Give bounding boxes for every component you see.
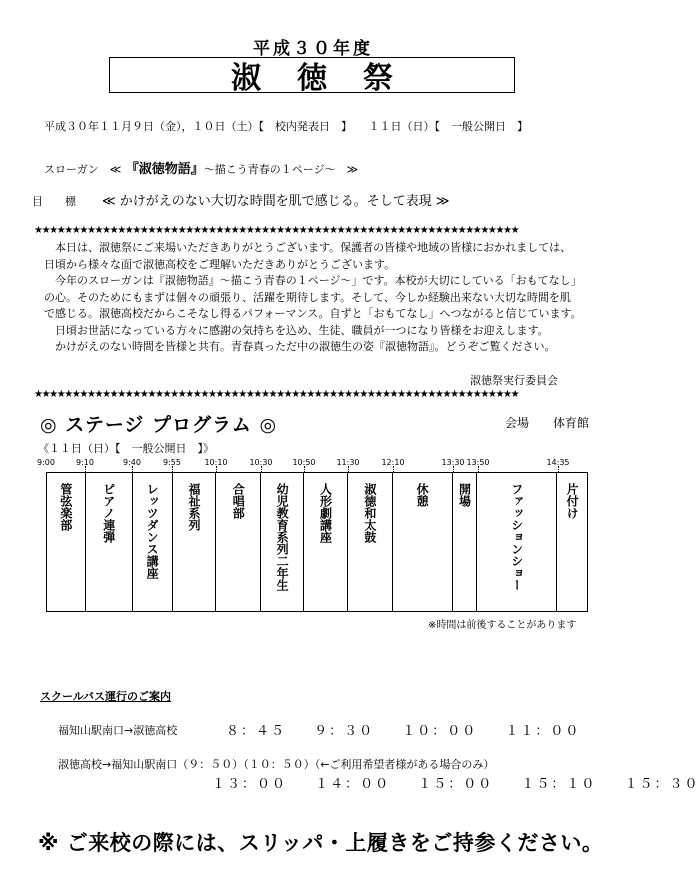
slogan-sub: ～描こう青春の１ページ～ ≫	[203, 163, 359, 176]
goal-line	[32, 190, 449, 209]
festival-title: 淑徳祭	[231, 61, 429, 96]
program-day: 《１１日（日）【 一般公開日 】》	[38, 442, 214, 455]
greeting-message	[44, 240, 604, 356]
goal-text: ≪ かけがえのない大切な時間を肌で感じる。そして表現 ≫	[102, 194, 450, 209]
event-dates: 平成３０年１１月９日（金），１０日（土）【 校内発表日 】 １１日（日）【 一般公開日 】	[44, 120, 528, 133]
schedule-cell	[86, 473, 133, 611]
schedule-cell	[348, 473, 393, 611]
greeting-line: 日頃から様々な面で淑徳高校をご理解いただきありがとうございます。	[44, 257, 396, 271]
event-name: 幼児教育系列二年生	[275, 483, 290, 591]
slogan-line	[44, 158, 358, 177]
bus-route-outbound: 福知山駅南口→淑徳高校	[58, 724, 178, 737]
goal-label: 目 標	[32, 195, 76, 208]
event-name: レッツダンス講座	[145, 483, 160, 579]
stage-schedule-table	[46, 472, 588, 612]
school-bus-heading: スクールバス運行のご案内	[40, 690, 172, 703]
star-divider-bottom: ★★★★★★★★★★★★★★★★★★★★★★★★★★★★★★★★★★★★★★★★★★★★★★★★★★★★★★★★★★★★★★★★	[34, 389, 519, 400]
event-name: 合唱部	[231, 483, 246, 519]
slogan-label: スローガン ≪	[44, 163, 133, 176]
bus-route-outbound-times: ８：４５ ９：３０ １０：００ １１：００	[226, 724, 581, 739]
time-label: 13:30	[441, 458, 465, 467]
event-name: 休憩	[415, 483, 430, 507]
event-name: 開場	[457, 483, 472, 507]
slipper-notice: ※ ご来校の際には、スリッパ・上履きをご持参ください。	[38, 831, 604, 855]
schedule-cell	[173, 473, 217, 611]
event-name: 片付け	[565, 483, 580, 519]
bus-route-return: 淑徳高校→福知山駅南口（９：５０）（１０：５０）（←ご利用希望者様がある場合のみ）	[58, 758, 495, 771]
venue-label: 会場 体育館	[505, 416, 590, 430]
schedule-note: ※時間は前後することがあります	[428, 620, 577, 631]
time-label: 14:35	[546, 458, 570, 467]
star-divider-top: ★★★★★★★★★★★★★★★★★★★★★★★★★★★★★★★★★★★★★★★★★★★★★★★★★★★★★★★★★★★★★★★★	[34, 225, 519, 236]
time-label: 9:40	[123, 458, 141, 467]
time-label: 9:10	[76, 458, 94, 467]
bus-route-return-times: １３：００ １４：００ １５：００ １５：１０ １５：３０	[212, 777, 700, 792]
festival-title-box	[109, 57, 515, 96]
timeline-times	[0, 458, 626, 470]
event-name: ピアノ連弾	[101, 483, 116, 543]
greeting-line: かけがえのない時間を皆様と共有。青春真っただ中の淑徳生の姿『淑徳物語』。どうぞご覧ください。	[44, 340, 556, 353]
committee-signature: 淑徳祭実行委員会	[470, 374, 558, 387]
time-label: 10:30	[249, 458, 273, 467]
greeting-line: の心。そのためにもまずは個々の頑張り、活躍を期待します。そして、今しか経験出来ない大切な時間を肌	[44, 290, 571, 304]
schedule-cell	[477, 473, 557, 611]
schedule-cell	[393, 473, 453, 611]
greeting-line: 日頃お世話になっている方々に感謝の気持ちを込め、生徒、職員が一つになり皆様をお迎えします。	[44, 323, 549, 337]
fiscal-year-heading: 平成３０年度	[253, 39, 373, 59]
event-name: 人形劇講座	[318, 483, 333, 543]
stage-program-title: ◎ ステージ プログラム ◎	[40, 414, 278, 436]
schedule-cell	[216, 473, 261, 611]
time-label: 10:10	[204, 458, 228, 467]
time-label: 9:00	[37, 458, 55, 467]
time-label: 9:55	[163, 458, 181, 467]
time-label: 10:50	[292, 458, 316, 467]
schedule-cell	[453, 473, 478, 611]
event-name: ファッションショー	[509, 483, 524, 591]
schedule-cell	[47, 473, 86, 611]
time-label: 12:10	[381, 458, 405, 467]
greeting-line: で感じる。淑徳高校だからこそなし得るパフォーマンス。自ずと「おもてなし」へつながると信じています。	[44, 307, 582, 320]
schedule-cell	[304, 473, 348, 611]
schedule-cell	[261, 473, 304, 611]
event-name: 淑徳和太鼓	[362, 483, 377, 543]
time-label: 13:50	[466, 458, 490, 467]
slogan-main: 『淑徳物語』	[132, 162, 204, 177]
schedule-cell	[133, 473, 173, 611]
schedule-cell	[557, 473, 587, 611]
greeting-line: 今年のスローガンは『淑徳物語』～描こう青春の１ページ～」です。本校が大切にしている「おもてなし」	[44, 274, 582, 287]
greeting-line: 本日は、淑徳祭にご来場いただきありがとうございます。保護者の皆様や地域の皆様におかれましては、	[44, 241, 572, 254]
time-label: 11:30	[336, 458, 360, 467]
event-name: 管弦楽部	[58, 483, 73, 531]
event-name: 福祉系列	[186, 483, 201, 531]
